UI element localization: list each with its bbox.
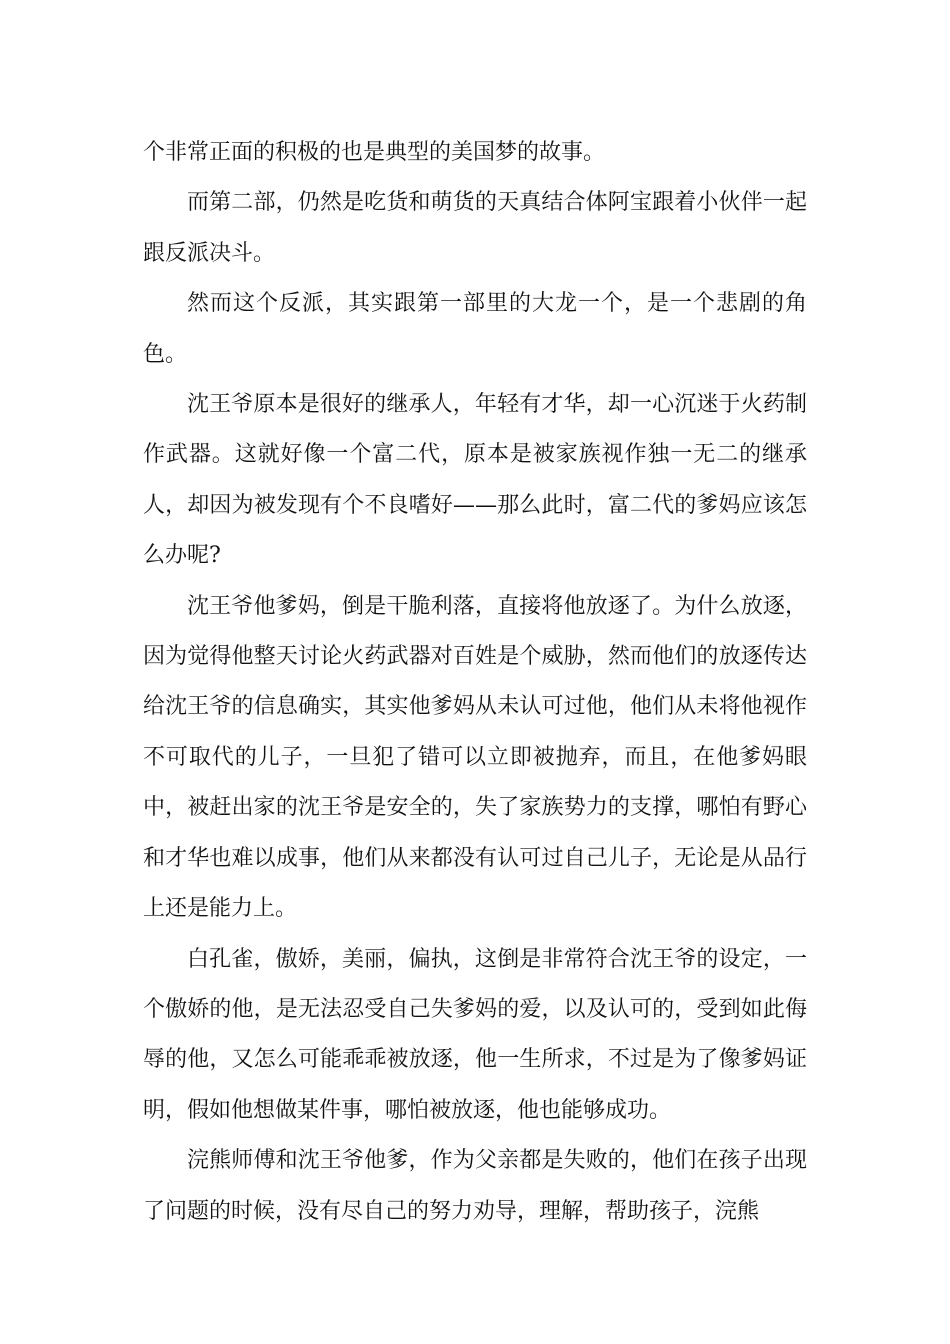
paragraph-1: 个非常正面的积极的也是典型的美国梦的故事。 [143,140,606,165]
paragraph-6: 白孔雀，傲娇，美丽，偏执，这倒是非常符合沈王爷的设定，一个傲娇的他，是无法忍受自己失爹妈的爱，以及认可的，受到如此侮辱的他，又怎么可能乖乖被放逐，他一生所求，不过是为了像爹妈证明，假如他想做某件事，哪怕被放逐，他也能够成功。 [143,946,807,1123]
paragraph-2: 而第二部，仍然是吃货和萌货的天真结合体阿宝跟着小伙伴一起跟反派决斗。 [143,190,807,266]
paragraph-7: 浣熊师傅和沈王爷他爹，作为父亲都是失败的，他们在孩子出现了问题的时候，没有尽自己的努力劝导，理解，帮助孩子，浣熊 [143,1148,807,1224]
paragraph-4: 沈王爷原本是很好的继承人，年轻有才华，却一心沉迷于火药制作武器。这就好像一个富二代，原本是被家族视作独一无二的继承人，却因为被发现有个不良嗜好——那么此时，富二代的爹妈应该怎么办呢? [143,392,807,569]
paragraph-5: 沈王爷他爹妈，倒是干脆利落，直接将他放逐了。为什么放逐，因为觉得他整天讨论火药武器对百姓是个威胁，然而他们的放逐传达给沈王爷的信息确实，其实他爹妈从未认可过他，他们从未将他视作不可取代的儿子，一旦犯了错可以立即被抛弃，而且，在他爹妈眼中，被赶出家的沈王爷是安全的，失了家族势力的支撑，哪怕有野心和才华也难以成事，他们从来都没有认可过自己儿子，无论是从品行上还是能力上。 [143,593,807,922]
body-text [143,128,807,1237]
paragraph-3: 然而这个反派，其实跟第一部里的大龙一个，是一个悲剧的角色。 [143,291,807,367]
